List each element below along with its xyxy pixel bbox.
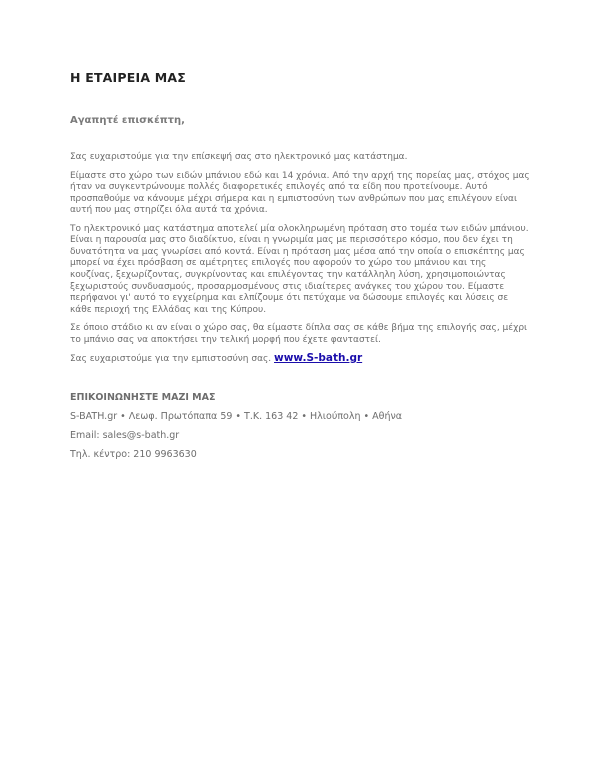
body-text — [70, 152, 532, 372]
greeting: Αγαπητέ επισκέπτη, — [70, 115, 185, 126]
contact-phone: Τηλ. κέντρο: 210 9963630 — [70, 449, 197, 460]
contact-heading: ΕΠΙΚΟΙΝΩΝΗΣΤΕ ΜΑΖΙ ΜΑΣ — [70, 392, 216, 403]
paragraph-thanks: Σας ευχαριστούμε για την επίσκεψή σας στο ηλεκτρονικό μας κατάστημα. — [70, 152, 408, 162]
paragraph-closing — [70, 353, 532, 366]
page-title: Η ΕΤΑΙΡΕΙΑ ΜΑΣ — [70, 70, 187, 85]
contact-email: Email: sales@s-bath.gr — [70, 430, 180, 441]
paragraph-support: Σε όποιο στάδιο κι αν είναι ο χώρο σας, θα είμαστε δίπλα σας σε κάθε βήμα της επιλογής σας, μέχρι το μπάνιο σας να αποκτήσει την τελική μορφή που έχετε φανταστεί. — [70, 322, 528, 345]
contact-address: S-BATH.gr • Λεωφ. Πρωτόπαπα 59 • Τ.Κ. 163 42 • Ηλιούπολη • Αθήνα — [70, 411, 403, 422]
website-link[interactable]: www.S-bath.gr — [274, 351, 363, 364]
paragraph-store: Το ηλεκτρονικό μας κατάστημα αποτελεί μία ολοκληρωμένη πρόταση στο τομέα των ειδών μπάνιου. Είναι η παρουσία μας στο διαδίκτυο, είναι η γνωριμία μας με περισσότερο κόσμο, που δεν έχει τη δυνατότητα να μας γνωρίσει από κοντά. Είναι η πρόταση μας μέσα από την οποία ο επισκέπτης μας μπορεί να έχει πρόσβαση σε αμέτρητες επιλογές που αφορούν το χώρο του μπάνιου και της κουζίνας, ξεχωρίζοντας, συγκρίνοντας και επιλέγοντας την κατάλληλη λύση, χρησιμοποιώντας ξεχωριστούς συνδυασμούς, προσαρμοσμένους στις ιδιαίτερες ανάγκες του χώρου του. Είμαστε περήφανοι γι' αυτό το εγχείρημα και ελπίζουμε ότι πετύχαμε να δώσουμε επιλογές και λύσεις σε κάθε περιοχή της Ελλάδας και της Κύπρου. — [70, 223, 529, 315]
closing-text: Σας ευχαριστούμε για την εμπιστοσύνη σας. — [70, 353, 275, 364]
paragraph-history: Είμαστε στο χώρο των ειδών μπάνιου εδώ και 14 χρόνια. Από την αρχή της πορείας μας, στόχος μας ήταν να συγκεντρώνουμε πολλές διαφορετικές επιλογές από τα είδη που προτείνουμε. Αυτό προσπαθούμε να κάνουμε μέχρι σήμερα και η εμπιστοσύνη των ανθρώπων που μας επιλέγουν είναι αυτή που μας στηρίζει όλα αυτά τα χρόνια. — [70, 170, 530, 216]
